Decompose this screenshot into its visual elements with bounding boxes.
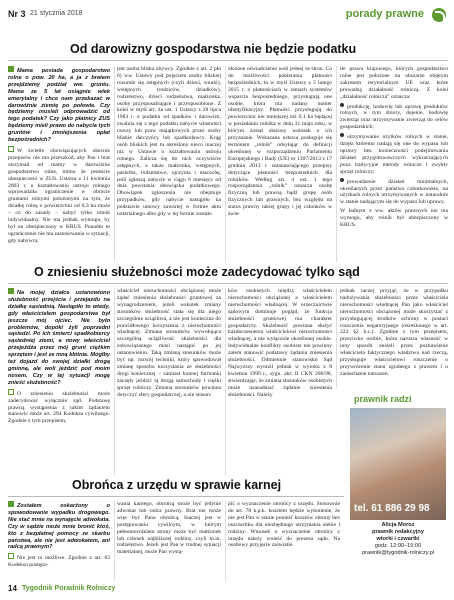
article-title: Od darowizny gospodarstwa nie będzie podatku	[70, 42, 357, 56]
article-column: tle prawa krajowego, których gospodarstwo rolne jest położone na obszarze objętym zakresem terytorialnym UE oraz które prowadzą działalność rolniczą. Z kolei „działalność rolnicza” oznacza: produkcję, hodowlę lub uprawę produktów rolnych, w tym zbiory, dojenie, hodowlę zwierząt oraz utrzymywanie zwierząt do celów gospodarskich; utrzymywanie użytków rolnych w stanie, dzięki któremu nadają się one do wypasu lub uprawy bez konieczności podejmowania działań przygotowawczych wykraczających poza tradycyjne metody rolnicze i zwykły sprzęt rolniczy; prowadzenie działań minimalnych, określanych przez państwa członkowskie, na użytkach rolnych utrzymywanych w naturalnie w stanie nadającym się do wypasu lub uprawy. W ładnym z ww. aktów prawnych nie ma wymogu, aby rolnik był ubezpieczony w KRUS.	[340, 66, 448, 229]
article-title: O zniesieniu służebności może zadecydować tylko sąd	[34, 265, 360, 279]
lawyer-hours: godz. 12:00–15:00	[374, 542, 422, 549]
brand-logo-icon	[432, 8, 446, 22]
lawyer-email[interactable]: prawnik@tygodnik-rolniczy.pl	[361, 549, 435, 556]
bullet-item: produkcję, hodowlę lub uprawę produktów rolnych, w tym zbiory, dojenie, hodowlę zwierząt oraz utrzymywanie zwierząt do celów gospodarskich;	[340, 103, 448, 131]
sidebar-title: prawnik radzi	[354, 394, 412, 404]
lawyer-photo	[350, 408, 446, 520]
article-column: jednak raczej przyjąć, że w przypadku nadużywania służebności przez właściciela nieruchomości władnącej Pan jako właściciel nieruchomości obciążonej może skorzystać z przysługującej środków ochrony w postaci roszczenia negatoryjnego (określonego w art. 222 §2 k.c.). Zgodnie z tym przepisem, przeciwko osobie, która narusza własność w inny sposób aniżeli przez pozbawienie właściciela faktycznego władztwa nad rzeczą, przysługuje właścicielowi roszczenie o przywrócenie stanu zgodnego z prawem i o zaniechanie naruszeń.	[340, 288, 448, 377]
article-column	[8, 288, 110, 476]
lawyer-name: Alicja Moroz	[381, 522, 415, 528]
divider	[8, 283, 448, 284]
page-number: 14	[8, 584, 17, 593]
bullet-item: prowadzenie działań minimalnych, określanych przez państwa członkowskie, na użytkach rolnych utrzymywanych w naturalnie w stanie nadającym się do wypasu lub uprawy.	[340, 178, 448, 206]
question-lead: Zostałem oskarżony o spowodowanie wypadku drogowego. Nie stać mnie na wynajęcie adwokata. Czy w sądzie może mnie bronić ktoś, kto z bezpłatnej pomocy ze skarbu państwa, ale nie jest adwokatem, ani radcą prawnym?	[8, 503, 110, 551]
article-column: właściciel nieruchomości obciążonej może żądać zniesienia służebności gruntowej za wynagrodzeniem, jeżeli wskutek zmiany stosunków służebność stała się dla niego szczególnie uciążliwa, a nie jest konieczna do prawidłowego korzystania z nieruchomości władnącej. Zmiana stosunków wywołująca szczególną uciążliwość służebności dla zobowiązanego musi nastąpić po jej ustanowieniu. Taką zmianą stosunków może być np. rozwój techniki, który spowodował zmianę sposobu korzystania ze służebności drogi koniecznej – zamiast konnej furmanki zaczęły jeździć tą drogą samochody i ciężki sprzęt rolniczy. Zmiana stosunków powinna dotyczyć sfery gospodarczej, a nie stosun-	[117, 288, 221, 398]
section-brand: porady prawne	[345, 8, 424, 20]
question-marker-icon	[8, 501, 14, 507]
bullet-icon	[340, 103, 344, 107]
lawyer-contact-box	[350, 392, 446, 568]
magazine-name: Tygodnik Poradnik Rolniczy	[22, 585, 116, 592]
question-lead: Na mojej działce ustanowiono służebność przejścia i przejazdu na działkę sąsiednią. Nastąpiło to wtedy, gdy właścicielem gospodarstwa był jeszcze mój ojciec. Nie było problemów, dopóki żyli poprzedni sąsiedzi. Po ich śmierci spadkobiercy sąsiedniej ziemi, a nowy właściciel przejeżdża przez mój grunt ciężkim sprzętem i jest ze mną kłótnie. Mógłby też dojazd do swojej działki drogą gminną, ale woli jeździć pod moim nosem. Czy w tej sytuacji mogę znieść służebność?	[8, 290, 110, 386]
bullet-item: utrzymywanie użytków rolnych w stanie, dzięki któremu nadają się one do wypasu lub uprawy bez konieczności podejmowania działań przygotowawczych wykraczających poza tradycyjne metody rolnicze i zwykły sprzęt rolniczy;	[340, 134, 448, 175]
phone-number: tel. 61 886 29 98	[354, 503, 430, 514]
question-lead: Mama posiada gospodarstwo rolne o pow. 20 ha, a ja z bratem przejdziemy podział ww. gruntu. Mama ze 5 lat osiągnie wiek emerytalny i chce nam przekazać w darowiźnie ziemię po połowie. Czy będziemy musieli odprowadzić od tego podatek? Czy jako płatnicy ZUS będziemy mieli prawo do nabycia tych gruntów i zmniejszenia opłat bezpośrednich?	[8, 68, 110, 144]
lawyer-days: wtorki i czwartki	[376, 535, 420, 542]
article-column: pić o wyznaczenie obrońcy z urzędu. Stosownie do art. 78 k.p.k. kosztem będzie wyłonienie, że nie jest Pan w stanie ponieść kosztów obrony bez uszczerbku dla niezbędnego utrzymania siebie i rodziny. Wniosek o wyznaczenie obrońcy z urzędu należy wnieść do prezesa sądu. Na osobowy przyjęcie zaświatie.	[228, 501, 340, 549]
bullet-icon	[340, 133, 344, 137]
lawyer-role: prawnik redakcyjny	[372, 528, 424, 535]
issue-number: Nr 3	[8, 9, 26, 19]
answer-marker-icon	[8, 389, 14, 395]
article-column: złożone oświadczenie woli jednej ze stron. Co do możliwości pobierania płatności bezpośrednich, to w myśl Ustawy z 5 lutego 2015 r. o płatnościach w ramach systemów wsparcia bezpośredniego, przysługują one osobie, która ma nadany numer identyfikacyjny. Płatności przysługują do powierzchni nie mniejszej niż 0,1 ha będącej w posiadaniu rolnika w dniu 31 maja roku, w którym został złożony wniosek o ich przyznanie. Wskazana ustawa posługuje się terminem „rolnik” odsyłając do definicji określonej w rozporządzeniu Parlamentu Europejskiego i Rady (UE) nr 1307/2013 z 17 grudnia 2013 r. ustanawiającego przepisy dotyczące płatności bezpośrednich dla rolników. Według art. 4 ust. 1 tego rozporządzenia „rolnik” oznacza osobę fizyczną lub prawną bądź grupę osób fizycznych lub prawnych, bez względu na status prawny takiej grupy i jej członków w świe-	[228, 66, 332, 218]
divider	[8, 60, 448, 61]
article-column: wania karnego, obrońcą może być jedynie adwokat lub radca prawny. Brat nie może więc być Pana obrońcą. Inaczej jest w postępowaniu cywilnym, w którym pełnomocnikiem strony może być małżonek lub członek najbliższej rodziny, czyli m.in. rodzeństwo. Jeżeli jest Pan w trudnej sytuacji materialnej, może Pan wystą-	[117, 501, 221, 556]
article-column: ków osobistych między właścicielem nieruchomości obciążonej a właścicielem nieruchomości władnącej. W orzecznictwie sądowym dominuje pogląd, że funkcja służebności gruntowej ma charakter gospodarczy. Służebność powinna służyć każdoczesnemu właścicielowi nieruchomości władnącej, a nie wyłącznie określonej osobie. Indywidualne konflikty osobiste nie powinny zatem stanowić podstawy żądania zniesienia służebności. Odmiennie stanowisko Sąd Najwyższy wyraził jednak w wyroku z 8 kwietnia 1999 r., sygn. akt: II CKN 286/98, stwierdzając, że zmiana stosunków osobistych może uzasadniać żądanie zniesienia służebności. Należy	[228, 288, 332, 398]
issue-date: 21 stycznia 2018	[30, 10, 83, 17]
page-header	[8, 8, 448, 24]
answer-text: Nie jest to możliwe. Zgodnie z art. 82 Kodeksu postępo-	[8, 555, 110, 569]
article-column: jest osoba bliska zbywcy. Zgodnie z art. 2 pkt 6) ww. Ustawy pod pojęciem osoby bliskiej rozumie się zstępnych (czyli dzieci, wnuki), wstępnych (rodziców, dziadków), rodzeństwo, dzieci rodzeństwa, małżonka, osoby przysposabiające i przysposobione. Z kolei w myśl art. 4a ust. 1 Ustawy z 28 lipca 1983 r. o podatku od spadków i darowizn, zwalnia się z tego podatku nabycie własności rzeczy lub praw majątkowych przez osoby bliskie darczyńcy lub spadkodawcy. Krąg osób bliskich jest tu określony nieco inaczej niż w Ustawie o kształtowaniu ustroju rolnego. Zalicza się do nich oczywiście zstępnych, a także małżonka, wstępnych, pasierba, rodzeństwo, ojczyma i macochę, jeśli zgłoszą nabycie w ciągu 6 miesięcy od dnia powstania obowiązku podatkowego. Obowiązek zgłoszenia nie obejmuje przypadków, gdy nabycie nastąpiło na podstawie umowy zawartej w formie aktu notarialnego albo gdy w tej formie zostało	[117, 66, 221, 218]
answer-marker-icon	[8, 146, 14, 152]
page-footer	[8, 584, 448, 594]
bullet-icon	[340, 178, 344, 182]
question-marker-icon	[8, 288, 14, 294]
lawyer-caption	[350, 522, 446, 557]
answer-text: W świetle obowiązujących obecnie przepisów nie ma przeszkód, aby Pan i brat otrzymali od mamy w darowiźnie gospodarstwo rolne, mimo że jesteście ubezpieczeni w ZUS. Ustawa z 11 kwietnia 2003 r. o kształtowaniu ustroju rolnego wprowadziła ograniczenie w obrocie gruntami rolnymi położonymi na tym, że działkę rolną o powierzchni od 0,3 ha może – co do zasady – nabyć tylko rolnik indywidualny. Nie ma jednak wymogu, by był on ubezpieczony w KRUS. Ponadto to ograniczenie nie ma zastosowania w sytuacji, gdy nabywcą	[8, 147, 110, 244]
question-marker-icon	[8, 66, 14, 72]
answer-text: O zniesieniu służebności może zadecydować wyłącznie sąd. Podstawę prawną wystąpienia z takim żądaniem stanowić może art. 294 Kodeksu cywilnego. Zgodnie z tym przepisem,	[8, 390, 110, 425]
divider	[8, 496, 344, 497]
article-column	[8, 501, 110, 581]
article-title: Obrońca z urzędu w sprawie karnej	[72, 478, 282, 492]
article-column	[8, 66, 110, 262]
answer-marker-icon	[8, 553, 14, 559]
